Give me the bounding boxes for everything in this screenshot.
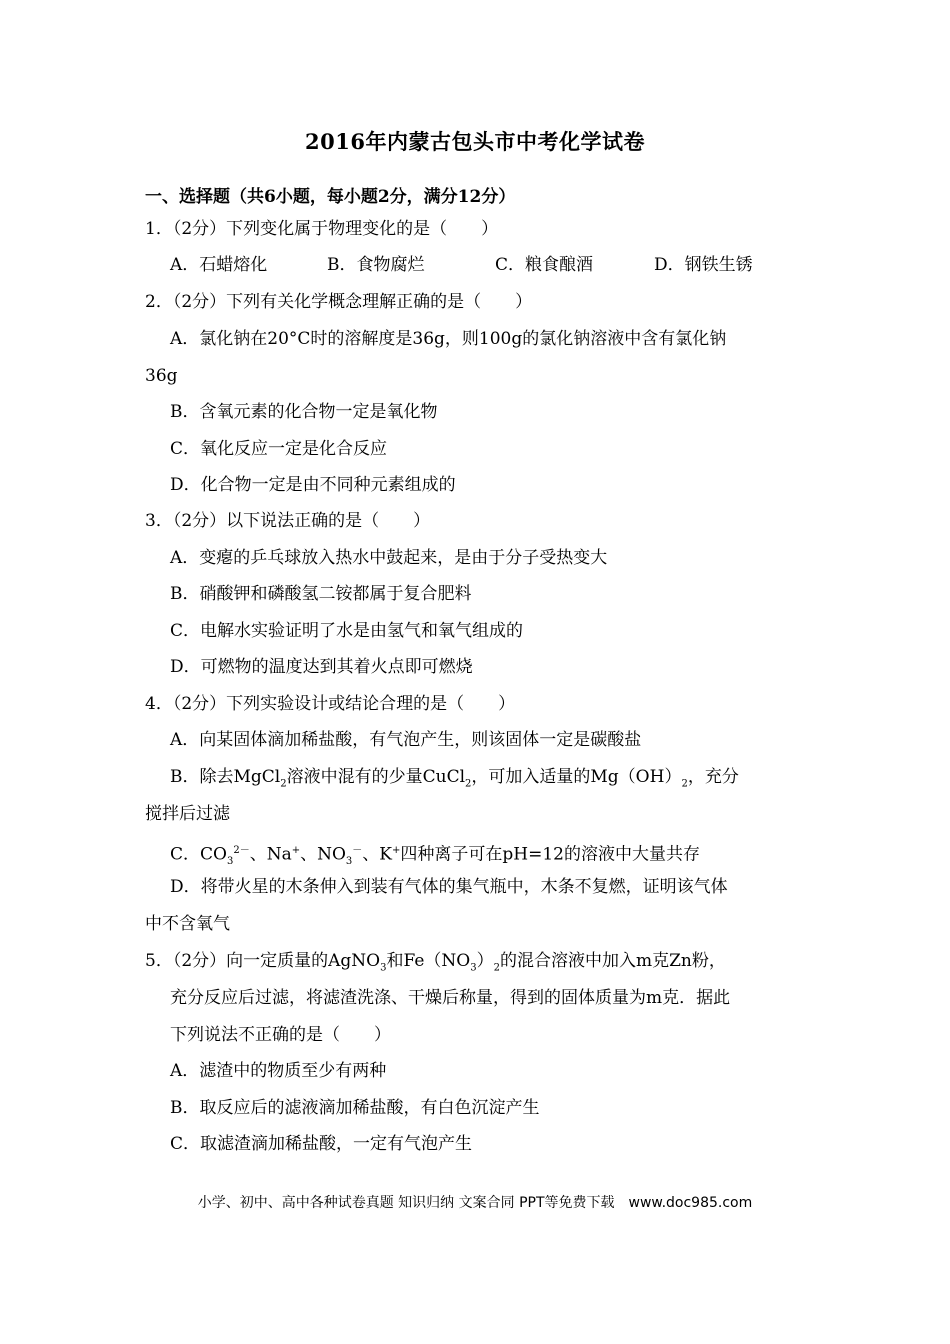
question-2-option-a-continued: 36g	[145, 366, 178, 386]
question-3-option-c: C．电解水实验证明了水是由氢气和氧气组成的	[170, 621, 524, 641]
question-1-option-d: D．钢铁生锈	[654, 255, 753, 275]
question-2-option-a: A．氯化钠在20°C时的溶解度是36g，则100g的氯化钠溶液中含有氯化钠	[170, 329, 727, 349]
text-run: 、Na	[249, 844, 292, 865]
text-run: ，可加入适量的Mg（OH）	[471, 767, 682, 787]
text-run: ）	[476, 951, 494, 971]
text-run: C．CO	[170, 844, 227, 865]
question-5-option-a: A．滤渣中的物质至少有两种	[170, 1061, 387, 1081]
question-4-option-c: C．$CO_3^{2-}$、Na+、$NO_3^-$、K+四种离子可在pH=12的溶液中大量共存	[170, 844, 700, 868]
question-4-option-d: D．将带火星的木条伸入到装有气体的集气瓶中，木条不复燃，证明该气体	[170, 877, 728, 897]
question-4-option-a: A．向某固体滴加稀盐酸，有气泡产生，则该固体一定是碳酸盐	[170, 730, 642, 750]
text-run: B．除去MgCl	[170, 767, 281, 787]
question-5-stem-line-3: 下列说法不正确的是（ ）	[170, 1025, 391, 1045]
section-heading: 一、选择题（共6小题，每小题2分，满分12分）	[145, 187, 516, 207]
question-2-option-d: D．化合物一定是由不同种元素组成的	[170, 475, 456, 495]
text-run: 5．（2分）向一定质量的AgNO	[145, 951, 381, 971]
question-4-stem: 4．（2分）下列实验设计或结论合理的是（ ）	[145, 694, 516, 714]
question-1-option-b: B．食物腐烂	[327, 255, 425, 275]
text-run: 、K	[362, 844, 392, 865]
question-1-stem: 1．（2分）下列变化属于物理变化的是（ ）	[145, 219, 499, 239]
question-5-stem-line-2: 充分反应后过滤，将滤渣洗涤、干燥后称量，得到的固体质量为m克．据此	[170, 988, 731, 1008]
text-run: 四种离子可在pH=12的溶液中大量共存	[400, 844, 700, 865]
question-3-stem: 3．（2分）以下说法正确的是（ ）	[145, 511, 431, 531]
text-run: 溶液中混有的少量CuCl	[286, 767, 466, 787]
question-1-option-a: A．石蜡熔化	[170, 255, 268, 275]
question-5-option-b: B．取反应后的滤液滴加稀盐酸，有白色沉淀产生	[170, 1098, 540, 1118]
text-run: 和Fe（NO	[386, 951, 471, 971]
question-5-stem: 5．（2分）向一定质量的AgNO$_3$和$Fe(NO_3)_2$的混合溶液中加入m克Zn粉，	[145, 951, 726, 974]
question-3-option-a: A．变瘪的乒乓球放入热水中鼓起来，是由于分子受热变大	[170, 548, 608, 568]
question-4-option-b: B．除去MgCl$_2$溶液中混有的少量CuCl$_2$，可加入适量的$Mg(OH)_2$，充分	[170, 767, 739, 790]
text-run: 、NO	[300, 844, 346, 865]
footer-text: 小学、初中、高中各种试卷真题 知识归纳 文案合同 PPT等免费下载 www.doc985.com	[197, 1195, 753, 1211]
question-2-stem: 2．（2分）下列有关化学概念理解正确的是（ ）	[145, 292, 533, 312]
question-1-option-c: C．粮食酿酒	[495, 255, 594, 275]
question-2-option-c: C．氧化反应一定是化合反应	[170, 439, 388, 459]
question-2-option-b: B．含氧元素的化合物一定是氧化物	[170, 402, 438, 422]
question-3-option-d: D．可燃物的温度达到其着火点即可燃烧	[170, 657, 473, 677]
page-title: 2016年内蒙古包头市中考化学试卷	[305, 129, 645, 154]
question-4-option-b-continued: 搅拌后过滤	[145, 804, 230, 824]
question-5-option-c: C．取滤渣滴加稀盐酸，一定有气泡产生	[170, 1134, 473, 1154]
text-run: ，充分	[687, 767, 739, 787]
question-3-option-b: B．硝酸钾和磷酸氢二铵都属于复合肥料	[170, 584, 472, 604]
question-4-option-d-continued: 中不含氧气	[145, 914, 230, 934]
text-run: 的混合溶液中加入m克Zn粉，	[499, 951, 726, 971]
